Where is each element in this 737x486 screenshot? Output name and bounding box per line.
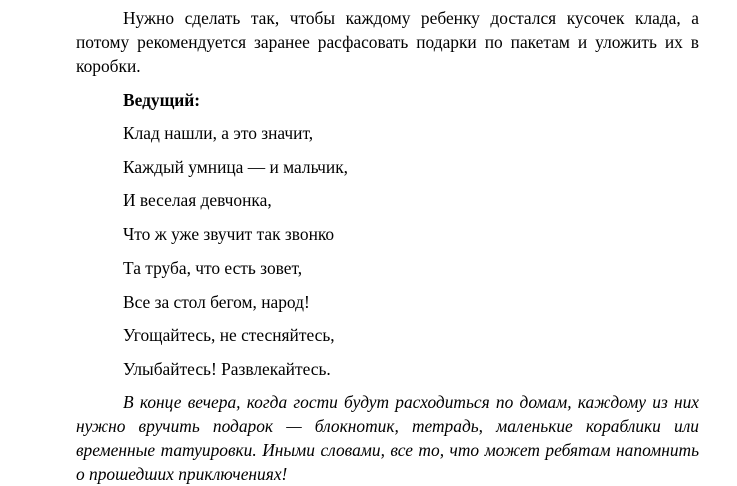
intro-paragraph: Нужно сделать так, чтобы каждому ребенку достался кусочек клада, а потому рекомендуется заранее расфасовать подарки по пакетам и уложить их в коробки. <box>76 8 699 76</box>
poem-line: Улыбайтесь! Развлекайтесь. <box>123 359 331 379</box>
document-page <box>76 0 699 483</box>
poem-line: Клад нашли, а это значит, <box>123 123 314 143</box>
poem-line: И веселая девчонка, <box>123 190 272 210</box>
poem-line: Та труба, что есть зовет, <box>123 258 303 278</box>
poem-line: Каждый умница — и мальчик, <box>123 157 349 177</box>
poem-line: Угощайтесь, не стесняйтесь, <box>123 325 335 345</box>
poem-line: Все за стол бегом, народ! <box>123 292 310 312</box>
speaker-label: Ведущий: <box>123 90 201 110</box>
poem-line: Что ж уже звучит так звонко <box>123 224 335 244</box>
closing-paragraph: В конце вечера, когда гости будут расходиться по домам, каждому из них нужно вручить подарок — блокнотик, тетрадь, маленькие кораблики или временные татуировки. Иными словами, все то, что может ребятам напомнить о прошедших приключениях! <box>76 392 699 484</box>
